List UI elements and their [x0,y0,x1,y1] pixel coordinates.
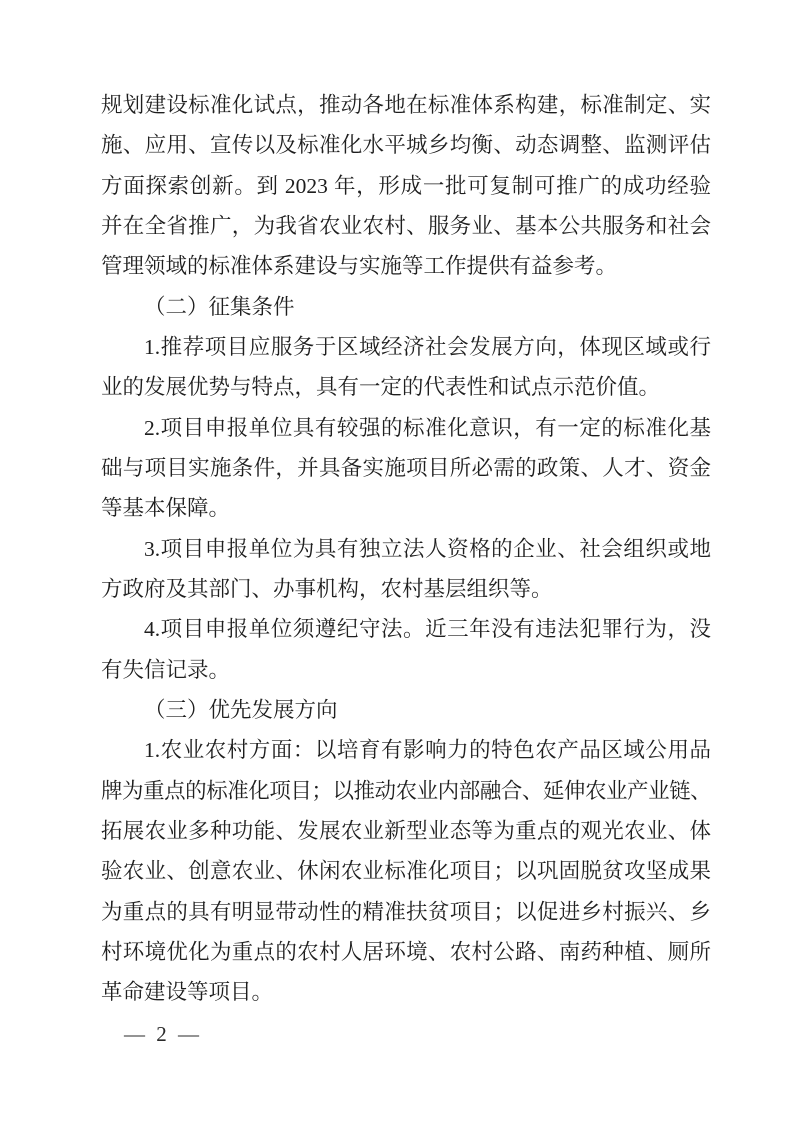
text-line: 1.推荐项目应服务于区域经济社会发展方向，体现区域或行 [144,334,711,359]
page-number: — 2 — [124,1022,202,1046]
text-line: 有失信记录。 [101,657,231,682]
para-direction-1 [101,730,711,1012]
text-line: 等基本保障。 [101,496,231,521]
text-line: 2.项目申报单位具有较强的标准化意识，有一定的标准化基 [144,415,711,440]
heading-section-3 [101,690,711,730]
text-line: 并在全省推广，为我省农业农村、服务业、基本公共服务和社会 [101,213,711,238]
text-line: 施、应用、宣传以及标准化水平城乡均衡、动态调整、监测评估 [101,133,711,158]
text-line: 方政府及其部门、办事机构，农村基层组织等。 [101,576,553,601]
text-line: 革命建设等项目。 [101,980,274,1005]
para-condition-2 [101,408,711,529]
text-line: 拓展农业多种功能、发展农业新型业态等为重点的观光农业、体 [101,818,711,843]
para-condition-1 [101,327,711,408]
text-line: 业的发展优势与特点，具有一定的代表性和试点示范价值。 [101,375,661,400]
text-line: 4.项目申报单位须遵纪守法。近三年没有违法犯罪行为，没 [144,617,711,642]
heading-section-2 [101,287,711,327]
text-line: 方面探索创新。到 2023 年，形成一批可复制可推广的成功经验 [101,173,711,198]
text-line: （二）征集条件 [144,294,295,319]
text-line: 1.农业农村方面：以培育有影响力的特色农产品区域公用品 [144,738,711,763]
text-line: 3.项目申报单位为具有独立法人资格的企业、社会组织或地 [144,536,711,561]
text-line: 验农业、创意农业、休闲农业标准化项目；以巩固脱贫攻坚成果 [101,859,711,884]
para-condition-3 [101,529,711,610]
text-line: 础与项目实施条件，并具备实施项目所必需的政策、人才、资金 [101,455,711,480]
text-line: 规划建设标准化试点，推动各地在标准体系构建，标准制定、实 [101,93,711,117]
document-body [101,85,711,1013]
text-line: （三）优先发展方向 [144,697,338,722]
para-continuation [101,85,711,287]
para-condition-4 [101,609,711,690]
text-line: 为重点的具有明显带动性的精准扶贫项目；以促进乡村振兴、乡 [101,899,711,924]
text-line: 管理领域的标准体系建设与实施等工作提供有益参考。 [101,254,618,279]
text-line: 村环境优化为重点的农村人居环境、农村公路、南药种植、厕所 [101,939,711,964]
text-line: 牌为重点的标准化项目；以推动农业内部融合、延伸农业产业链、 [101,778,711,803]
